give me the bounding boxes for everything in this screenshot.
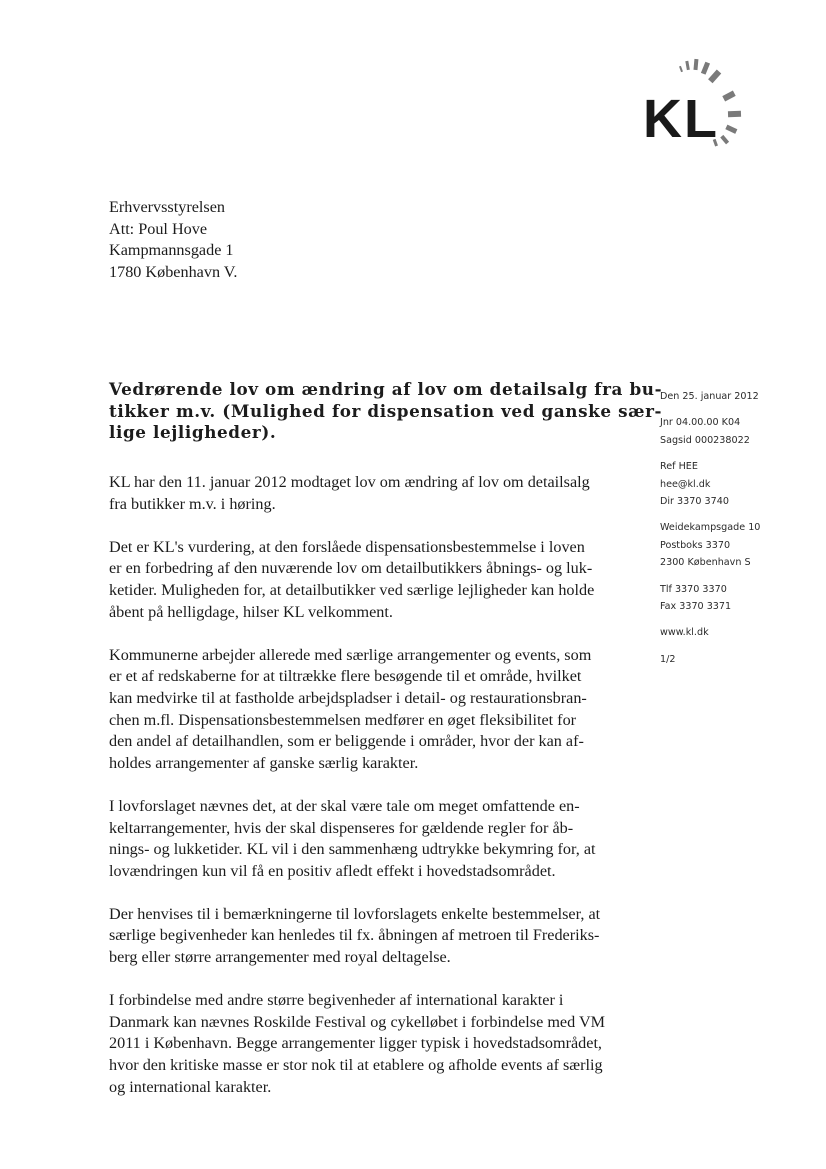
recipient-att: Att: Poul Hove [109,219,208,238]
kl-logo [636,52,756,162]
date-group [660,388,810,405]
kl-logo-text: KL [643,89,719,149]
body-line: særlige begivenheder kan henledes til fx. åbningen af metroen til Frederiks- [109,926,600,945]
contact-email: hee@kl.dk [660,478,711,490]
subject-line: tikker m.v. (Mulighed for dispensation ved ganske sær- [109,400,663,421]
web-group [660,624,810,641]
body-line: og international karakter. [109,1077,272,1096]
body-paragraph [109,990,629,1098]
reference-group [660,414,810,449]
body-line: 2011 i København. Begge arrangementer ligger typisk i hovedstadsområdet, [109,1034,602,1053]
body-line: holdes arrangementer af ganske særlig karakter. [109,753,419,772]
body-paragraph [109,796,629,882]
letter-body [109,472,629,1120]
fax-number: Fax 3370 3371 [660,601,732,613]
body-line: berg eller større arrangementer med royal deltagelse. [109,948,451,967]
body-paragraph [109,645,629,775]
body-paragraph [109,537,629,623]
body-line: lovændringen kun vil få en positiv afledt effekt i hovedstadsområdet. [109,861,556,880]
body-line: kan medvirke til at fastholde arbejdspladser i detail- og restaurationsbran- [109,688,587,707]
sender-address-group [660,519,810,571]
body-line: Danmark kan nævnes Roskilde Festival og cykelløbet i forbindelse med VM [109,1012,606,1031]
recipient-city: 1780 København V. [109,262,238,281]
contact-group [660,458,810,510]
body-line: Der henvises til i bemærkningerne til lovforslagets enkelte bestemmelser, at [109,904,601,923]
sender-postbox: Postboks 3370 [660,539,731,551]
body-line: den andel af detailhandlen, som er beliggende i områder, hvor der kan af- [109,732,584,751]
body-line: keltarrangementer, hvis der skal dispenseres for gældende regler for åb- [109,818,574,837]
body-paragraph [109,904,629,969]
body-line: Det er KL's vurdering, at den forslåede dispensationsbestemmelse i loven [109,537,585,556]
journal-number: Jnr 04.00.00 K04 [660,417,741,429]
phone-group [660,581,810,616]
case-id: Sagsid 000238022 [660,434,750,446]
body-line: chen m.fl. Dispensationsbestemmelsen medfører en øget fleksibilitet for [109,710,577,729]
body-line: KL har den 11. januar 2012 modtaget lov om ændring af lov om detailsalg [109,473,590,491]
recipient-address [109,197,237,283]
letter-subject [109,379,663,444]
sender-street: Weidekampsgade 10 [660,522,761,534]
reference-initials: Ref HEE [660,461,698,473]
body-line: Kommunerne arbejder allerede med særlige arrangementer og events, som [109,645,592,664]
recipient-name: Erhvervsstyrelsen [109,198,225,216]
website: www.kl.dk [660,627,709,639]
body-line: ketider. Muligheden for, at detailbutikker ved særlige lejligheder kan holde [109,580,595,599]
body-line: nings- og lukketider. KL vil i den sammenhæng udtrykke bekymring for, at [109,840,596,859]
recipient-street: Kampmannsgade 1 [109,241,234,259]
direct-phone: Dir 3370 3740 [660,496,729,508]
body-line: åbent på helligdage, hilser KL velkomment. [109,602,393,621]
phone-number: Tlf 3370 3370 [660,583,727,595]
subject-line: lige lejligheder). [109,422,277,442]
page-number: 1/2 [660,653,676,665]
body-line: hvor den kritiske masse er stor nok til at etablere og afholde events af særlig [109,1056,603,1075]
body-line: I lovforslaget nævnes det, at der skal være tale om meget omfattende en- [109,796,580,815]
letter-date: Den 25. januar 2012 [660,391,759,402]
body-line: fra butikker m.v. i høring. [109,494,276,513]
sender-sidebar [660,388,810,677]
body-line: I forbindelse med andre større begivenheder af international karakter i [109,991,564,1010]
body-line: er en forbedring af den nuværende lov om detailbutikkers åbnings- og luk- [109,559,593,578]
subject-line: Vedrørende lov om ændring af lov om detailsalg fra bu- [109,379,663,399]
sender-city: 2300 København S [660,557,751,569]
body-line: er et af redskaberne for at tiltrække flere besøgende til et område, hvilket [109,667,582,686]
page-number-group [660,651,810,668]
body-paragraph [109,472,629,515]
